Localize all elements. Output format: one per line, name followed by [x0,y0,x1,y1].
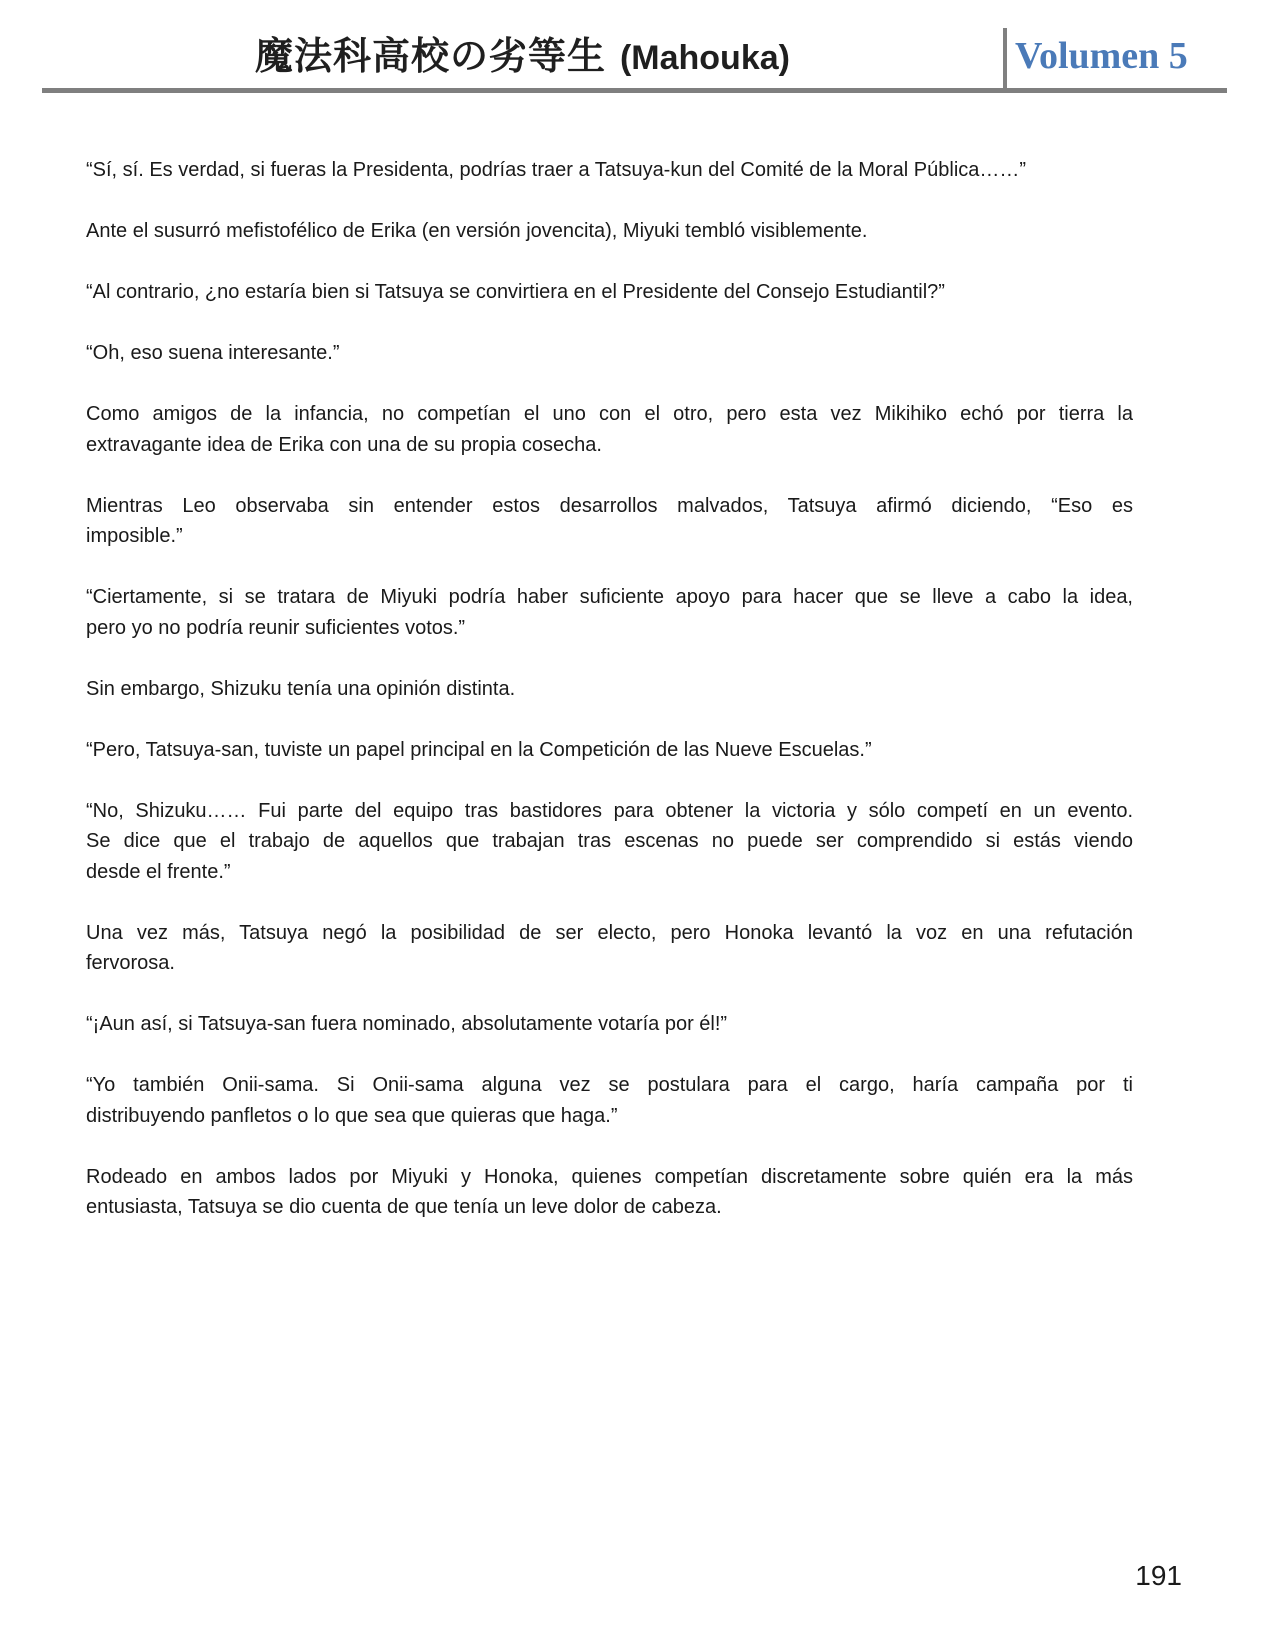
header-vertical-divider [1003,28,1007,90]
body-text [86,155,1133,1253]
text-line: “Yo también Onii-sama. Si Onii-sama alguna vez se postulara para el cargo, haría campaña por ti [86,1074,1133,1096]
paragraph [86,1162,1133,1223]
paragraph [86,796,1133,888]
text-line: pero yo no podría reunir suficientes votos.” [86,616,466,639]
text-line: entusiasta, Tatsuya se dio cuenta de que tenía un leve dolor de cabeza. [86,1196,722,1218]
paragraph [86,338,1133,369]
paragraph [86,674,1133,705]
title-latin-text: (Mahouka) [619,39,790,77]
text-line: “Pero, Tatsuya-san, tuviste un papel principal en la Competición de las Nueve Escuelas.” [86,738,872,761]
paragraph [86,582,1133,643]
header-rule [42,88,1227,93]
text-line: Sin embargo, Shizuku tenía una opinión distinta. [86,677,516,700]
text-line: desde el frente.” [86,860,231,883]
title-japanese: 魔法科高校の劣等生 [255,33,607,78]
paragraph [86,399,1133,460]
text-line: Rodeado en ambos lados por Miyuki y Honoka, quienes competían discretamente sobre quién era la más [86,1165,1133,1188]
text-line: Mientras Leo observaba sin entender estos desarrollos malvados, Tatsuya afirmó diciendo, “Eso es [86,494,1133,517]
text-line: extravagante idea de Erika con una de su propia cosecha. [86,433,602,456]
text-line: distribuyendo panfletos o lo que sea que quieras que haga.” [86,1104,618,1127]
text-line: “Oh, eso suena interesante.” [86,342,340,364]
page-number: 191 [1135,1560,1182,1591]
title-latin [611,39,790,77]
text-line: “Ciertamente, si se tratara de Miyuki podría haber suficiente apoyo para hacer que se lleve a cabo la idea, [86,586,1133,608]
paragraph [86,1009,1133,1040]
text-line: Una vez más, Tatsuya negó la posibilidad de ser electo, pero Honoka levantó la voz en una refutación [86,921,1133,944]
text-line: “Al contrario, ¿no estaría bien si Tatsuya se convirtiera en el Presidente del Consejo Estudiantil?” [86,281,945,303]
paragraph [86,216,1133,247]
paragraph [86,1070,1133,1131]
paragraph [86,735,1133,766]
text-line: Como amigos de la infancia, no competían el uno con el otro, pero esta vez Mikihiko echó por tierra la [86,403,1133,425]
text-line: imposible.” [86,525,183,547]
paragraph [86,155,1133,186]
text-line: “Sí, sí. Es verdad, si fueras la Presidenta, podrías traer a Tatsuya-kun del Comité de la Moral Pública……” [86,159,1027,181]
volume-label: Volumen 5 [1015,35,1188,77]
page-title [42,26,1003,86]
text-line: “¡Aun así, si Tatsuya-san fuera nominado, absolutamente votaría por él!” [86,1013,728,1035]
text-line: Ante el susurró mefistofélico de Erika (en versión jovencita), Miyuki tembló visiblemente. [86,220,868,242]
paragraph [86,918,1133,979]
text-line: Se dice que el trabajo de aquellos que trabajan tras escenas no puede ser comprendido si estás viendo [86,830,1133,852]
paragraph [86,491,1133,552]
text-line: “No, Shizuku…… Fui parte del equipo tras bastidores para obtener la victoria y sólo competí en un evento. [86,799,1133,822]
text-line: fervorosa. [86,952,175,974]
paragraph [86,277,1133,308]
